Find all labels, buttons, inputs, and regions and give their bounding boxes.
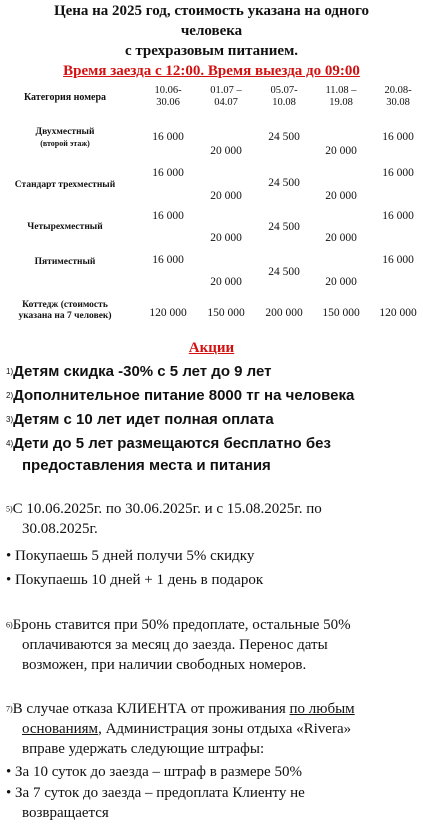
list-item: 4)Дети до 5 лет размещаются бесплатно без: [6, 435, 331, 452]
promo-paragraph-7-cont: основаниям, Администрация зоны отдыха «Rivera»: [22, 721, 352, 737]
table-cell: 16 000: [382, 210, 414, 222]
table-cell: 16 000: [152, 210, 184, 222]
promo-paragraph-7-cont: вправе удержать следующие штрафы:: [22, 741, 265, 757]
table-cell: 16 000: [152, 167, 184, 179]
table-cell: 120 000: [149, 307, 187, 319]
promo-paragraph-5-cont: 30.08.2025г.: [22, 521, 98, 537]
category-header: Категория номера: [23, 92, 107, 103]
bullet-item-cont: возвращается: [22, 805, 109, 821]
period-header: 01.07 – 04.07: [210, 85, 242, 108]
table-cell: 16 000: [152, 254, 184, 266]
table-cell: 150 000: [207, 307, 245, 319]
period-header: 05.07- 10.08: [270, 85, 298, 108]
table-cell: 16 000: [382, 254, 414, 266]
list-item: 3)Детям с 10 лет идет полная оплата: [6, 411, 274, 428]
table-cell: 20 000: [325, 276, 357, 288]
table-cell: 24 500: [268, 177, 300, 189]
title-line-3: с трехразовым питанием.: [124, 43, 299, 59]
period-header: 11.08 – 19.08: [325, 85, 357, 108]
checkin-time: Время заезда с 12:00. Время выезда до 09:00: [63, 63, 360, 79]
table-cell: 20 000: [210, 145, 242, 157]
bullet-item: • За 7 суток до заезда – предоплата Клиенту не: [6, 785, 305, 801]
promo-paragraph-6-cont: оплачиваются за месяц до заезда. Перенос даты: [22, 637, 328, 653]
table-cell: 24 500: [268, 266, 300, 278]
list-item: 2)Дополнительное питание 8000 тг на человека: [6, 387, 355, 404]
table-row-label: Коттедж (стоимость указана на 7 человек): [18, 300, 112, 321]
list-item-continuation: предоставления места и питания: [22, 457, 271, 474]
table-cell: 24 500: [268, 221, 300, 233]
promo-paragraph-6: 6)Бронь ставится при 50% предоплате, остальные 50%: [6, 617, 351, 633]
table-row-label: Четырехместный: [27, 222, 103, 232]
table-cell: 120 000: [379, 307, 417, 319]
title-line-2: человека: [180, 23, 243, 39]
table-cell: 200 000: [265, 307, 303, 319]
table-cell: 20 000: [325, 232, 357, 244]
period-header: 10.06- 30.06: [154, 85, 182, 108]
table-cell: 20 000: [325, 145, 357, 157]
bullet-item: • Покупаешь 5 дней получи 5% скидку: [6, 548, 255, 564]
table-row-label: Пятиместный: [34, 257, 96, 267]
promo-paragraph-5: 5)С 10.06.2025г. по 30.06.2025г. и с 15.08.2025г. по: [6, 501, 322, 517]
table-cell: 150 000: [322, 307, 360, 319]
table-cell: 20 000: [210, 276, 242, 288]
table-cell: 24 500: [268, 131, 300, 143]
table-row-label: Двухместный (второй этаж): [35, 127, 95, 148]
table-row-label: Стандарт трехместный: [14, 180, 116, 190]
table-cell: 16 000: [152, 131, 184, 143]
title-line-1: Цена на 2025 год, стоимость указана на одного: [53, 3, 370, 19]
table-cell: 20 000: [325, 190, 357, 202]
table-cell: 20 000: [210, 190, 242, 202]
promo-paragraph-6-cont: возможен, при наличии свободных номеров.: [22, 657, 307, 673]
table-cell: 20 000: [210, 232, 242, 244]
list-item: 1)Детям скидка -30% с 5 лет до 9 лет: [6, 363, 272, 380]
promo-paragraph-7: 7)В случае отказа КЛИЕНТА от проживания по любым: [6, 701, 355, 717]
table-cell: 16 000: [382, 131, 414, 143]
bullet-item: • За 10 суток до заезда – штраф в размере 50%: [6, 764, 302, 780]
bullet-item: • Покупаешь 10 дней + 1 день в подарок: [6, 572, 264, 588]
period-header: 20.08- 30.08: [384, 85, 412, 108]
table-cell: 16 000: [382, 167, 414, 179]
promo-title: Акции: [188, 340, 235, 356]
